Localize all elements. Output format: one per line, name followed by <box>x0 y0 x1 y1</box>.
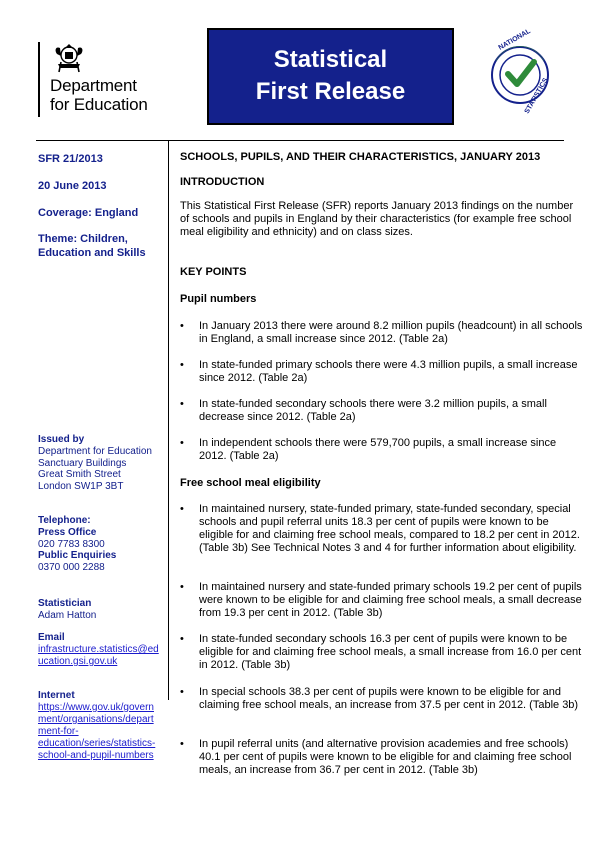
bullet-icon: • <box>180 738 184 750</box>
dept-name-line2: for Education <box>50 95 148 114</box>
sfr-number: SFR 21/2013 <box>38 153 103 165</box>
national-statistics-logo-icon <box>476 28 564 122</box>
statistician-name: Adam Hatton <box>38 610 97 621</box>
bullet-icon: • <box>180 359 184 371</box>
sfr-title-line2: First Release <box>255 78 406 105</box>
bullet-text: In January 2013 there were around 8.2 million pupils (headcount) in all schools in England, a small increase since 2012. (Table 2a) <box>199 320 583 345</box>
statistician-label: Statistician <box>38 598 92 609</box>
key-points-heading: KEY POINTS <box>180 266 247 278</box>
issued-by-address <box>38 446 152 492</box>
public-enquiries-number: 0370 000 2288 <box>38 562 105 573</box>
header-divider <box>36 140 564 141</box>
press-office-number: 020 7783 8300 <box>38 539 105 550</box>
address-line: Great Smith Street <box>38 469 121 480</box>
issued-by-label: Issued by <box>38 434 85 445</box>
logo-divider <box>38 42 40 117</box>
internet-link[interactable] <box>38 702 162 762</box>
document-title: SCHOOLS, PUPILS, AND THEIR CHARACTERISTICS, JANUARY 2013 <box>180 151 541 163</box>
address-line: London SW1P 3BT <box>38 480 124 492</box>
intro-paragraph: This Statistical First Release (SFR) reports January 2013 findings on the number of schools and pupils in England by their characteristics (for example free school meal eligibility and ethnicity) and on class sizes. <box>180 200 574 238</box>
theme <box>38 232 146 260</box>
sfr-title <box>207 44 454 108</box>
bullet-icon: • <box>180 686 184 698</box>
dept-name <box>50 76 148 114</box>
release-date: 20 June 2013 <box>38 180 107 192</box>
coverage: Coverage: England <box>38 207 139 219</box>
internet-label: Internet <box>38 690 75 701</box>
press-office-label: Press Office <box>38 527 97 538</box>
email-line[interactable]: ucation.gsi.gov.uk <box>38 656 118 667</box>
pupil-numbers-heading: Pupil numbers <box>180 293 257 305</box>
bullet-text: In maintained nursery, state-funded primary, state-funded secondary, special schools and pupil referral units 18.3 per cent of pupils were known to be eligible for and claiming free school meals, compared to 18.2 per cent in 2012. (Table 3b) See Technical Notes 3 and 4 for further information about eligibility. <box>199 503 580 554</box>
bullet-text: In independent schools there were 579,700 pupils, a small increase since 2012. (Table 2a) <box>199 437 557 462</box>
dept-name-line1: Department <box>50 76 137 95</box>
bullet-icon: • <box>180 437 184 449</box>
bullet-text: In special schools 38.3 per cent of pupils were known to be eligible for and claiming free school meals, an increase from 37.5 per cent in 2012. (Table 3b) <box>199 686 579 711</box>
email-link[interactable] <box>38 644 162 668</box>
email-line[interactable]: infrastructure.statistics@ed <box>38 644 159 655</box>
bullet-icon: • <box>180 320 184 332</box>
url-line[interactable]: https://www.gov.uk/govern <box>38 702 154 713</box>
bullet-icon: • <box>180 633 184 645</box>
address-line: Department for Education <box>38 446 152 457</box>
svg-text:STATISTICS: STATISTICS <box>523 77 550 115</box>
bullet-text: In maintained nursery and state-funded primary schools 19.2 per cent of pupils were known to be eligible for and claiming free school meals, a small decrease from 19.3 per cent in 2012. (Table 3b) <box>199 581 582 619</box>
public-enquiries-label: Public Enquiries <box>38 550 117 561</box>
bullet-icon: • <box>180 398 184 410</box>
bullet-icon: • <box>180 503 184 515</box>
intro-heading: INTRODUCTION <box>180 176 265 188</box>
royal-crest-icon <box>52 42 86 74</box>
url-line[interactable]: ment-for- <box>38 726 79 737</box>
column-divider <box>168 140 169 700</box>
bullet-text: In state-funded secondary schools there were 3.2 million pupils, a small decrease since 2012. (Table 2a) <box>199 398 547 423</box>
theme-line1: Theme: Children, <box>38 233 128 245</box>
url-line[interactable]: education/series/statistics- <box>38 738 156 749</box>
url-line[interactable]: school-and-pupil-numbers <box>38 750 154 761</box>
telephone-label: Telephone: <box>38 515 91 526</box>
address-line: Sanctuary Buildings <box>38 457 127 469</box>
bullet-text: In state-funded primary schools there were 4.3 million pupils, a small increase since 2012. (Table 2a) <box>199 359 578 384</box>
url-line[interactable]: ment/organisations/depart <box>38 714 154 725</box>
bullet-icon: • <box>180 581 184 593</box>
email-label: Email <box>38 632 65 643</box>
svg-text:NATIONAL: NATIONAL <box>497 28 532 52</box>
theme-line2: Education and Skills <box>38 247 146 259</box>
bullet-text: In pupil referral units (and alternative provision academies and free schools) 40.1 per cent of pupils were known to be eligible for and claiming free school meals, an increase from 36.7 per cent in 2012. (Table 3b) <box>199 738 572 776</box>
fsm-heading: Free school meal eligibility <box>180 477 321 489</box>
sfr-title-line1: Statistical <box>273 46 388 73</box>
bullet-text: In state-funded secondary schools 16.3 per cent of pupils were known to be eligible for and claiming free school meals, a small increase from 16.0 per cent in 2012. (Table 3b) <box>199 633 582 671</box>
